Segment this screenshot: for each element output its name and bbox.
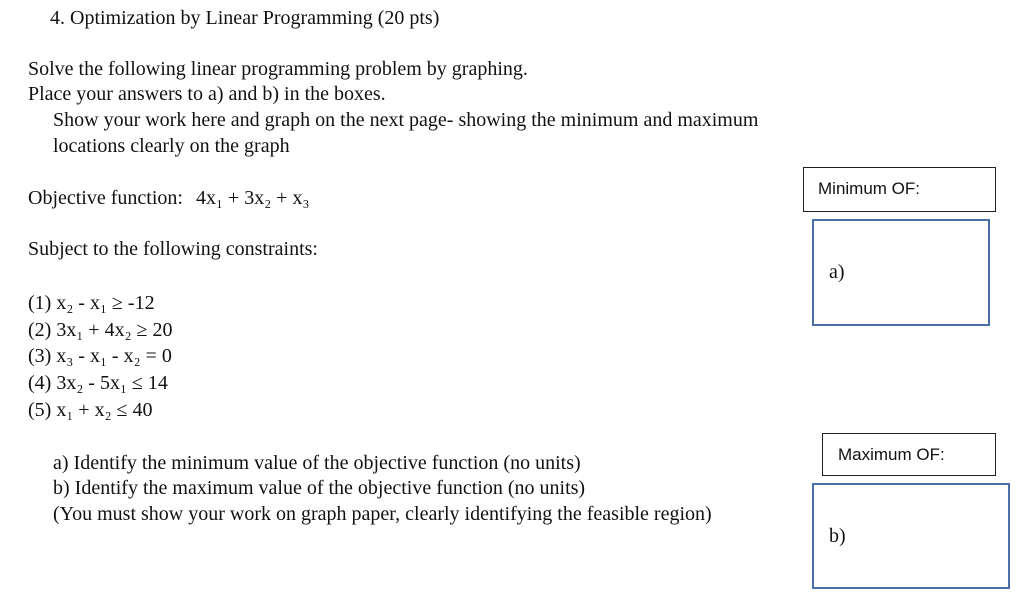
constraints-heading: Subject to the following constraints: (28, 238, 318, 260)
question-a: a) Identify the minimum value of the objective function (no units) (53, 452, 581, 474)
minimum-of-label: Minimum OF: (818, 179, 920, 198)
answer-box-b[interactable] (812, 483, 1010, 589)
intro-line-4: locations clearly on the graph (53, 135, 290, 157)
constraint-3: (3) x₃ - x₁ - x₂ = 0 (28, 345, 172, 367)
constraint-4: (4) 3x₂ - 5x₁ ≤ 14 (28, 372, 168, 394)
intro-line-3: Show your work here and graph on the next page- showing the minimum and maximum (53, 109, 759, 131)
constraint-5: (5) x₁ + x₂ ≤ 40 (28, 399, 153, 421)
question-b: b) Identify the maximum value of the objective function (no units) (53, 477, 586, 499)
maximum-of-label-box (822, 433, 996, 476)
constraint-2: (2) 3x₁ + 4x₂ ≥ 20 (28, 319, 173, 341)
minimum-of-label-box (803, 167, 996, 212)
answer-box-a[interactable] (812, 219, 990, 326)
question-note: (You must show your work on graph paper, clearly identifying the feasible region) (53, 503, 712, 525)
intro-line-2: Place your answers to a) and b) in the boxes. (28, 83, 386, 105)
intro-line-1: Solve the following linear programming problem by graphing. (28, 58, 528, 80)
page-title: 4. Optimization by Linear Programming (20 pts) (50, 7, 440, 29)
constraint-1: (1) x₂ - x₁ ≥ -12 (28, 292, 155, 314)
objective-function (28, 187, 309, 210)
answer-a-label: a) (829, 261, 845, 283)
objective-expression: 4x₁ + 3x₂ + x₃ (195, 187, 310, 209)
maximum-of-label: Maximum OF: (838, 445, 945, 464)
answer-b-label: b) (829, 525, 846, 547)
objective-label: Objective function: (28, 187, 183, 209)
